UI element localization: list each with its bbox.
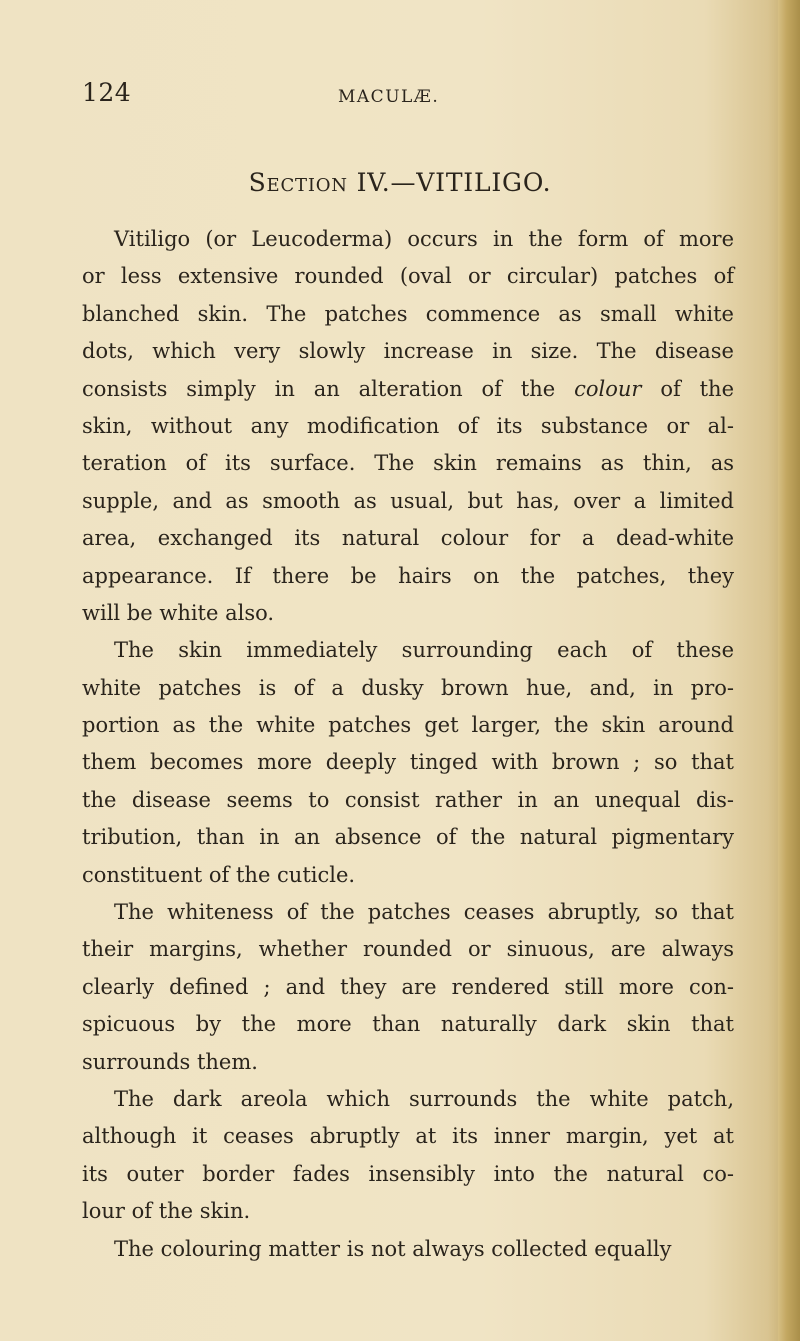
text-line: spicuous by the more than naturally dark skin that: [82, 1012, 734, 1037]
text-line: skin, without any modification of its substance or al-: [82, 413, 734, 438]
text-segment: consists simply in an alteration of the: [82, 376, 556, 401]
text-line: blanched skin. The patches commence as small white: [82, 301, 734, 326]
text-line: their margins, whether rounded or sinuous, are always: [82, 937, 734, 962]
text-line: The colouring matter is not always collected equally: [114, 1236, 672, 1261]
text-line: teration of its surface. The skin remains as thin, as: [82, 451, 734, 476]
text-line: The whiteness of the patches ceases abruptly, so that: [114, 900, 734, 925]
section-label: Section: [248, 168, 348, 197]
text-segment: of the: [660, 376, 734, 401]
text-line: lour of the skin.: [82, 1199, 251, 1224]
section-title-text: IV.—VITILIGO.: [356, 168, 552, 197]
emphasized-word: colour: [574, 376, 642, 401]
body-text: [82, 221, 734, 1268]
page-edge: [778, 0, 800, 1341]
text-line: portion as the white patches get larger, the skin around: [82, 713, 734, 738]
page-number: 124: [82, 78, 132, 107]
text-line: the disease seems to consist rather in an unequal dis-: [82, 787, 734, 812]
text-line: surrounds them.: [82, 1049, 258, 1074]
page-header: [0, 78, 800, 118]
text-line: although it ceases abruptly at its inner margin, yet at: [82, 1124, 734, 1149]
text-line: dots, which very slowly increase in size. The disease: [82, 339, 734, 364]
running-head: MACULÆ.: [338, 87, 440, 107]
text-line: them becomes more deeply tinged with brown ; so that: [82, 750, 734, 775]
text-line: clearly defined ; and they are rendered still more con-: [82, 974, 734, 999]
text-line: its outer border fades insensibly into the natural co-: [82, 1161, 734, 1186]
text-line: constituent of the cuticle.: [82, 862, 356, 887]
text-line: supple, and as smooth as usual, but has, over a limited: [82, 488, 734, 513]
text-line: [82, 371, 734, 408]
text-line: The skin immediately surrounding each of these: [114, 638, 734, 663]
text-line: white patches is of a dusky brown hue, and, in pro-: [82, 675, 734, 700]
text-line: or less extensive rounded (oval or circular) patches of: [82, 264, 734, 289]
text-line: will be white also.: [82, 600, 275, 625]
text-line: Vitiligo (or Leucoderma) occurs in the form of more: [114, 227, 734, 251]
text-line: appearance. If there be hairs on the patches, they: [82, 563, 734, 588]
section-heading: [0, 168, 800, 197]
text-line: area, exchanged its natural colour for a dead-white: [82, 526, 734, 551]
text-line: tribution, than in an absence of the natural pigmentary: [82, 825, 734, 850]
text-line: The dark areola which surrounds the white patch,: [114, 1086, 734, 1111]
